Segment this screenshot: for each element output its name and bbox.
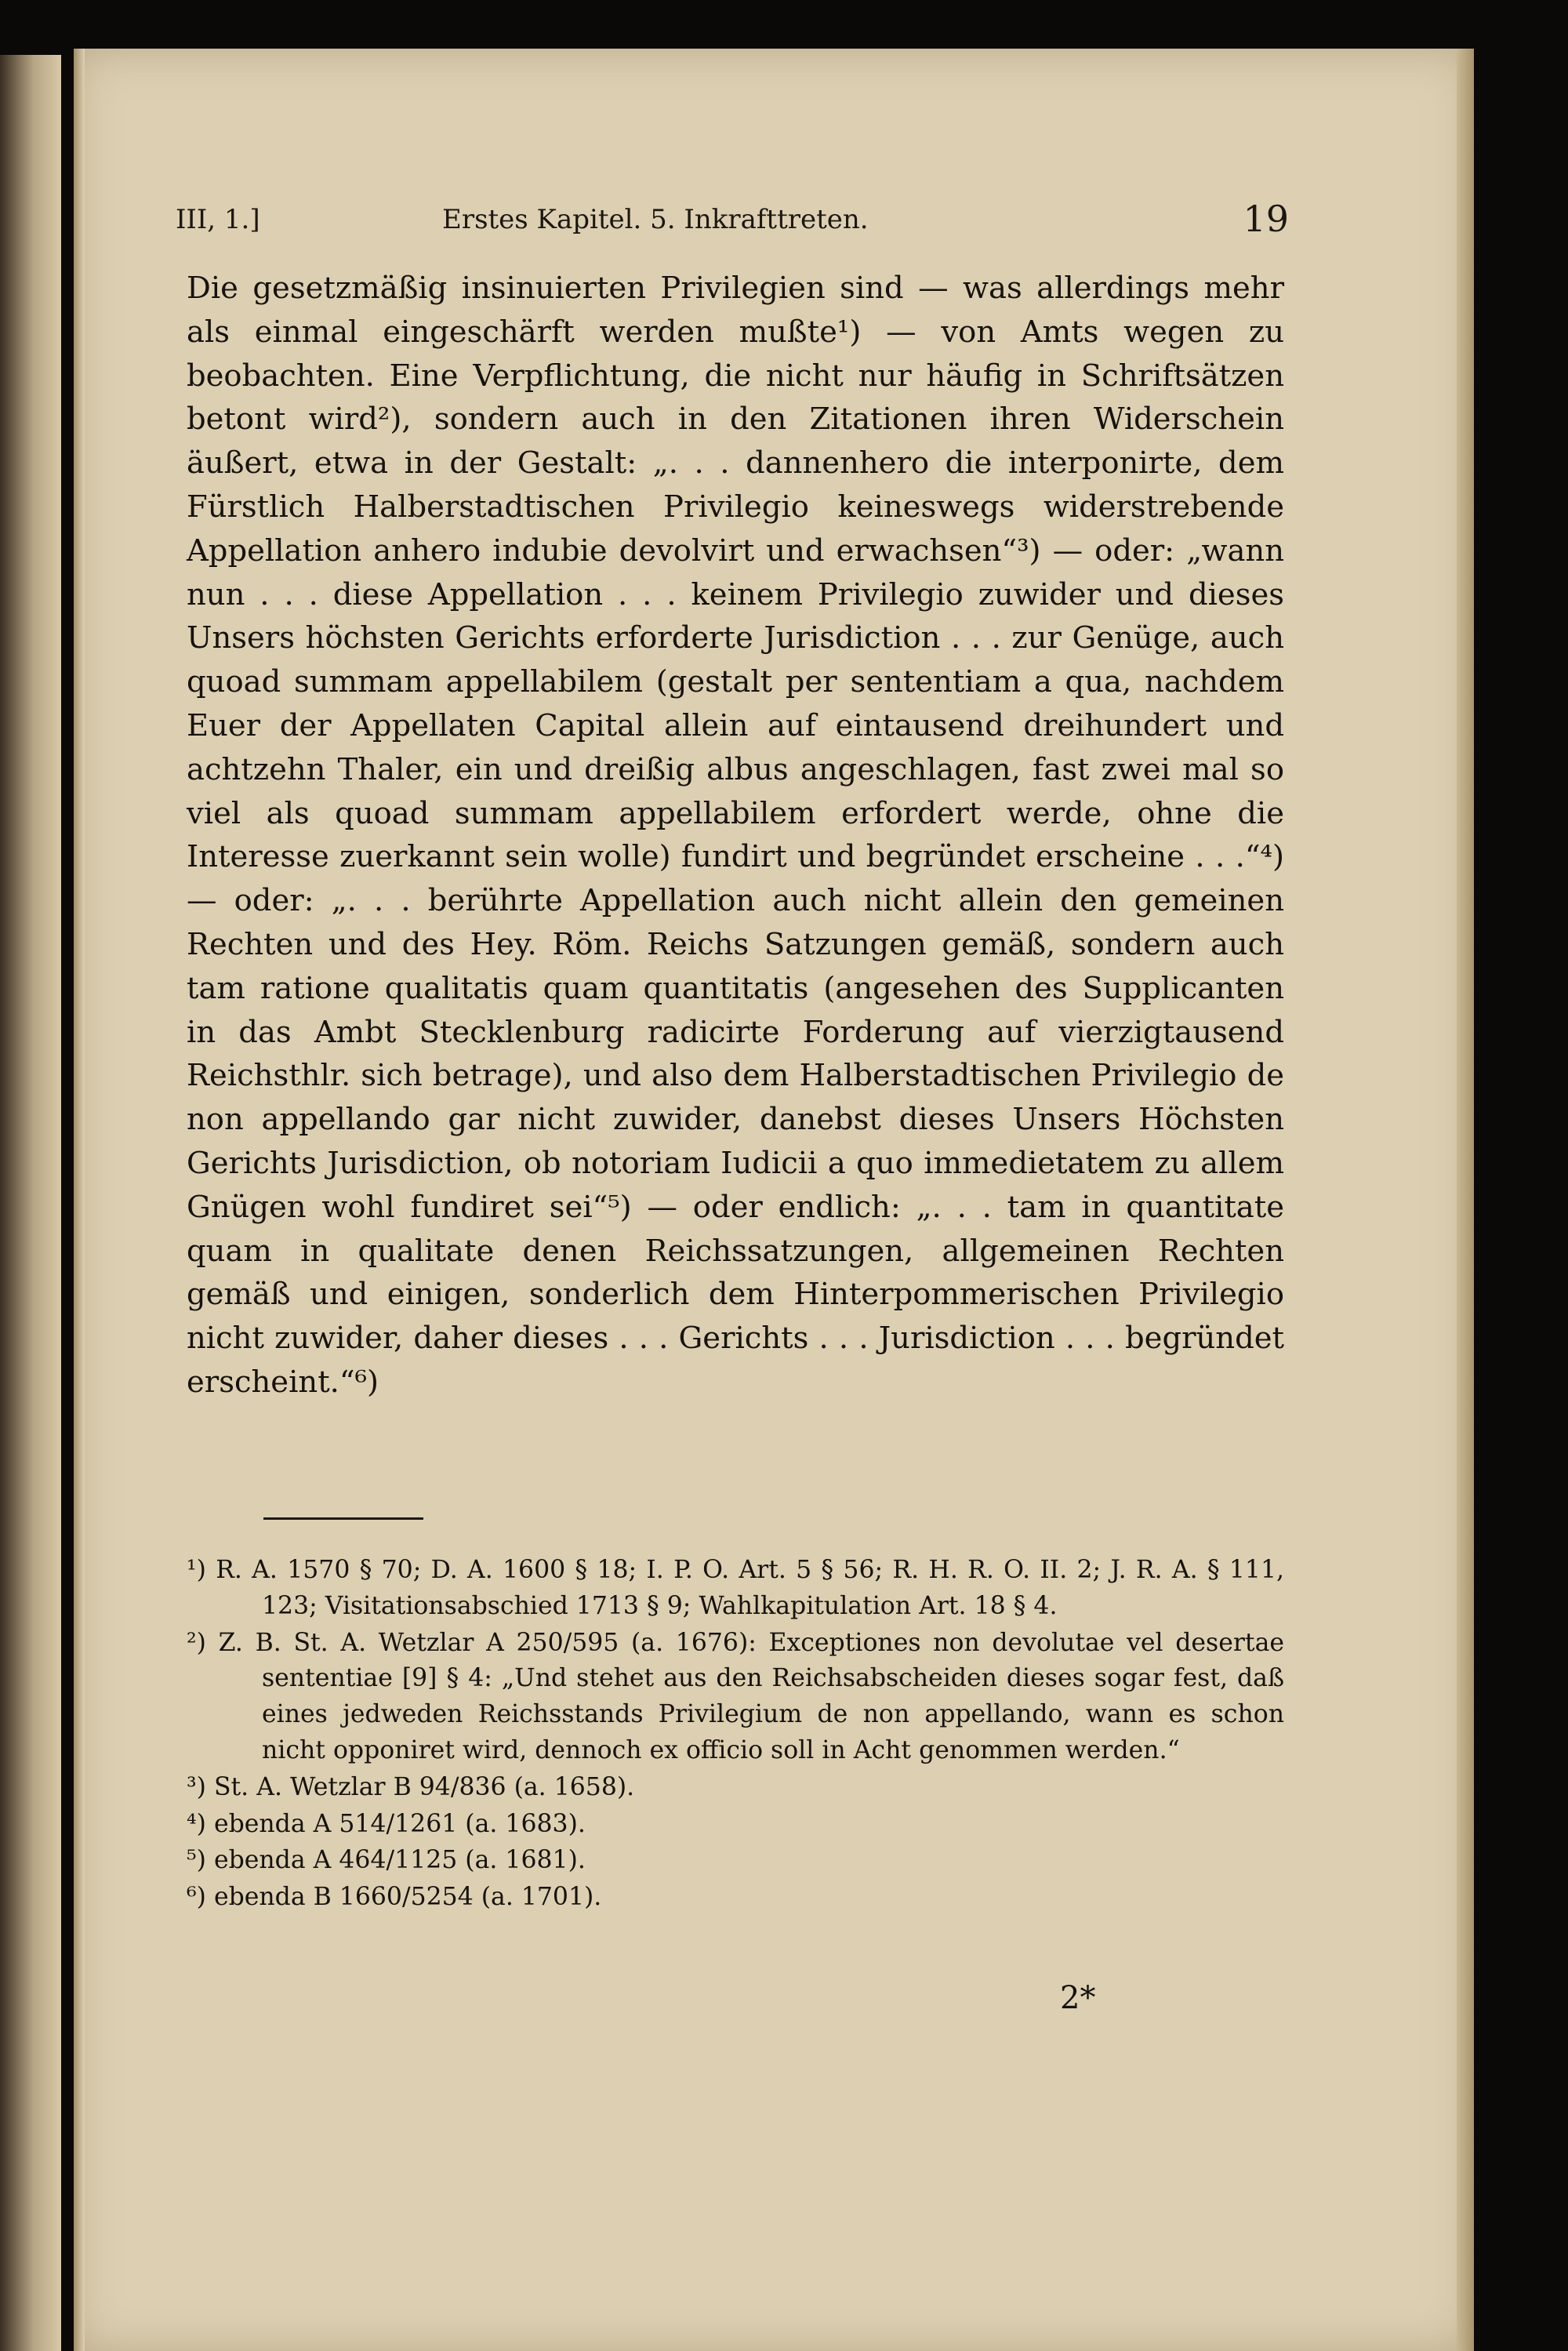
chapter-title: Erstes Kapitel. 5. Inkrafttreten. bbox=[442, 204, 869, 235]
footnote-text: ebenda B 1660/5254 (a. 1701). bbox=[213, 1883, 602, 1912]
footnote-text: ebenda A 514/1261 (a. 1683). bbox=[213, 1809, 586, 1838]
footnote-marker: ¹) bbox=[187, 1556, 206, 1584]
footnote-marker: ³) bbox=[187, 1772, 206, 1801]
footnote-2 bbox=[187, 1626, 1284, 1769]
footnote-4 bbox=[187, 1807, 1284, 1843]
footnote-text: R. A. 1570 § 70; D. A. 1600 § 18; I. P. O. Art. 5 § 56; R. H. R. O. II. 2; J. R. A. § 111, 123; Visitationsabschied 1713 § 9; Wahlkapitulation Art. 18 § 4. bbox=[216, 1556, 1284, 1620]
footnote-1 bbox=[187, 1553, 1284, 1625]
sheet-signature: 2* bbox=[1060, 1980, 1096, 2016]
page-number: 19 bbox=[1243, 198, 1289, 240]
main-paragraph: Die gesetzmäßig insinuierten Privilegien sind — was allerdings mehr als einmal eingeschärft werden mußte¹) — von Amts wegen zu beobachten. Eine Verpflichtung, die nicht nur häufig in Schriftsätzen betont wird²), sondern auch in den Zitationen ihren Widerschein äußert, etwa in der Gestalt: „. . . dannenhero die interponirte, dem Fürstlich Halberstadtischen Privilegio keineswegs widerstrebende Appellation anhero indubie devolvirt und erwachsen“³) — oder: „wann nun . . . diese Appellation . . . keinem Privilegio zuwider und dieses Unsers höchsten Gerichts erforderte Jurisdiction . . . zur Genüge, auch quoad summam appellabilem (gestalt per sententiam a qua, nachdem Euer der Appellaten Capital allein auf eintausend dreihundert und achtzehn Thaler, ein und dreißig albus angeschlagen, fast zwei mal so viel als quoad summam appellabilem erfordert werde, ohne die Interesse zuerkannt sein wolle) fundirt und begründet erscheine . . .“⁴) — oder: „. . . berührte Appellation auch nicht allein den gemeinen Rechten und des Hey. Röm. Reichs Satzungen gemäß, sondern auch tam ratione qualitatis quam quantitatis (angesehen des Supplicanten in das Ambt Stecklenburg radicirte Forderung auf vierzigtausend Reichsthlr. sich betrage), und also dem Halberstadtischen Privilegio de non appellando gar nicht zuwider, danebst dieses Unsers Höchsten Gerichts Jurisdiction, ob notoriam Iudicii a quo immedietatem zu allem Gnügen wohl fundiret sei“⁵) — oder endlich: „. . . tam in quantitate quam in qualitate denen Reichssatzungen, allgemeinen Rechten gemäß und einigen, sonderlich dem Hinterpommerischen Privilegio nicht zuwider, daher dieses . . . Gerichts . . . Jurisdiction . . . begründet erscheint.“⁶) bbox=[187, 271, 1284, 1400]
footnote-3 bbox=[187, 1770, 1284, 1806]
footnote-separator bbox=[263, 1517, 423, 1520]
footnote-6 bbox=[187, 1880, 1284, 1916]
footnote-marker: ⁶) bbox=[187, 1883, 206, 1912]
facing-page-edge bbox=[0, 55, 61, 2351]
section-reference: III, 1.] bbox=[176, 204, 260, 235]
footnote-marker: ⁴) bbox=[187, 1809, 206, 1838]
footnote-text: ebenda A 464/1125 (a. 1681). bbox=[213, 1846, 586, 1875]
footnote-marker: ²) bbox=[187, 1628, 206, 1657]
running-header bbox=[176, 165, 1289, 240]
footnote-text: Z. B. St. A. Wetzlar A 250/595 (a. 1676): Exceptiones non devolutae vel desertae sententiae [9] § 4: „Und stehet aus den Reichsabscheiden dieses sogar fest, daß eines jedweden Reichsstands Privilegium de non appellando, wann es schon nicht opponiret wird, dennoch ex officio soll in Acht genommen werden.“ bbox=[218, 1628, 1284, 1764]
footnotes bbox=[187, 1553, 1284, 1917]
footnote-marker: ⁵) bbox=[187, 1846, 206, 1875]
page-gutter bbox=[74, 49, 85, 2351]
page-edge bbox=[1457, 49, 1474, 2351]
footnote-text: St. A. Wetzlar B 94/836 (a. 1658). bbox=[213, 1772, 635, 1801]
footnote-5 bbox=[187, 1843, 1284, 1879]
